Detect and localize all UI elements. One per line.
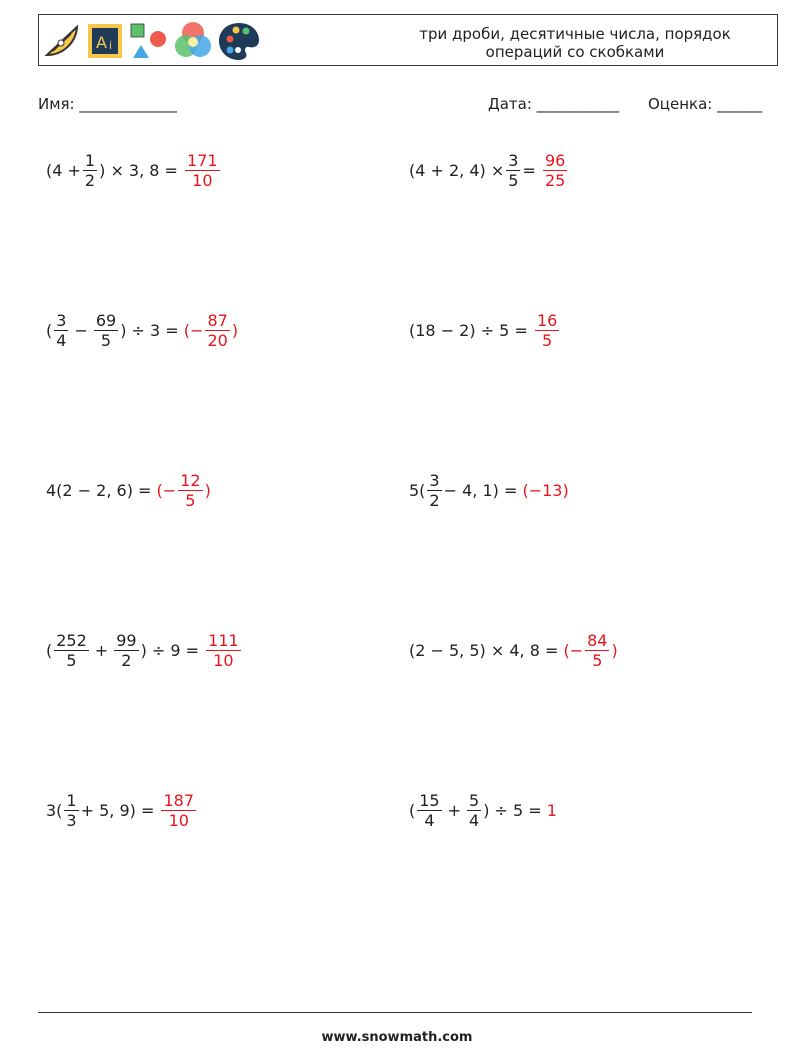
footer-divider [38, 1012, 752, 1013]
answer-3: (− $\frac{87}{20}$ ) [183, 310, 239, 350]
answer-6: (−13) [522, 480, 569, 500]
fraction: $\frac{1}{3}$ [66, 790, 77, 830]
fraction: $\frac{15}{4}$ [419, 790, 440, 830]
fraction: $\frac{3}{2}$ [429, 470, 440, 510]
shapes-icon [127, 21, 169, 61]
problem-3: ( $\frac{3}{4}$ − $\frac{69}{5}$ ) ÷ 3 = (− $\frac{87}{20}$ ) [46, 310, 239, 350]
protractor-icon [43, 21, 83, 61]
problem-7: ( $\frac{252}{5}$ + $\frac{99}{2}$ ) ÷ 9 = $\frac{111}{10}$ [46, 620, 243, 680]
answer-8: (− $\frac{84}{5}$ ) [563, 630, 618, 670]
palette-icon [217, 19, 261, 63]
problem-1: (4 + $\frac{1}{2}$ ) × 3, 8 = $\frac{171}{10}$ [46, 140, 222, 200]
problem-8: (2 − 5, 5) × 4, 8 = (− $\frac{84}{5}$ ) [409, 630, 618, 670]
fraction: $\frac{252}{5}$ [56, 630, 87, 670]
title-line-2: операций со скобками [485, 43, 665, 61]
fraction: $\frac{5}{4}$ [469, 790, 480, 830]
date-field: Дата: ___________ [488, 95, 620, 113]
problem-10: ( $\frac{15}{4}$ + $\frac{5}{4}$ ) ÷ 5 = 1 [409, 790, 557, 830]
name-field: Имя: _____________ [38, 95, 177, 113]
problem-2: (4 + 2, 4) × $\frac{3}{5}$ = $\frac{96}{25}$ [409, 140, 569, 200]
fraction: $\frac{3}{4}$ [56, 310, 67, 350]
answer-9: $\frac{187}{10}$ [163, 790, 195, 830]
fraction: $\frac{99}{2}$ [116, 630, 137, 670]
answer-10: 1 [546, 800, 557, 820]
problem-4: (18 − 2) ÷ 5 = $\frac{16}{5}$ [409, 300, 561, 360]
answer-1: $\frac{171}{10}$ [187, 150, 218, 190]
problem-5: 4(2 − 2, 6) = (− $\frac{12}{5}$ ) [46, 470, 211, 510]
problem-6: 5( $\frac{3}{2}$ − 4, 1) = (−13) [409, 470, 569, 510]
answer-4: $\frac{16}{5}$ [536, 310, 558, 350]
color-circles-icon [171, 19, 215, 63]
answer-7: $\frac{111}{10}$ [208, 630, 239, 670]
problem-9: 3( $\frac{1}{3}$ + 5, 9) = $\frac{187}{10}$ [46, 780, 198, 840]
illustrator-icon [85, 21, 125, 61]
answer-5: (− $\frac{12}{5}$ ) [156, 470, 211, 510]
header-icons [43, 19, 263, 63]
fraction: $\frac{3}{5}$ [508, 150, 519, 190]
fraction: $\frac{69}{5}$ [95, 310, 117, 350]
worksheet-title [395, 25, 755, 61]
footer-site: www.snowmath.com [321, 1030, 473, 1045]
score-field: Оценка: ______ [648, 95, 763, 113]
worksheet-header [38, 14, 778, 66]
svg-text:A: A [96, 33, 107, 52]
fraction: $\frac{1}{2}$ [84, 150, 96, 190]
title-line-1: три дроби, десятичные числа, порядок [419, 25, 731, 43]
svg-text:i: i [109, 39, 113, 52]
answer-2: $\frac{96}{25}$ [544, 150, 566, 190]
